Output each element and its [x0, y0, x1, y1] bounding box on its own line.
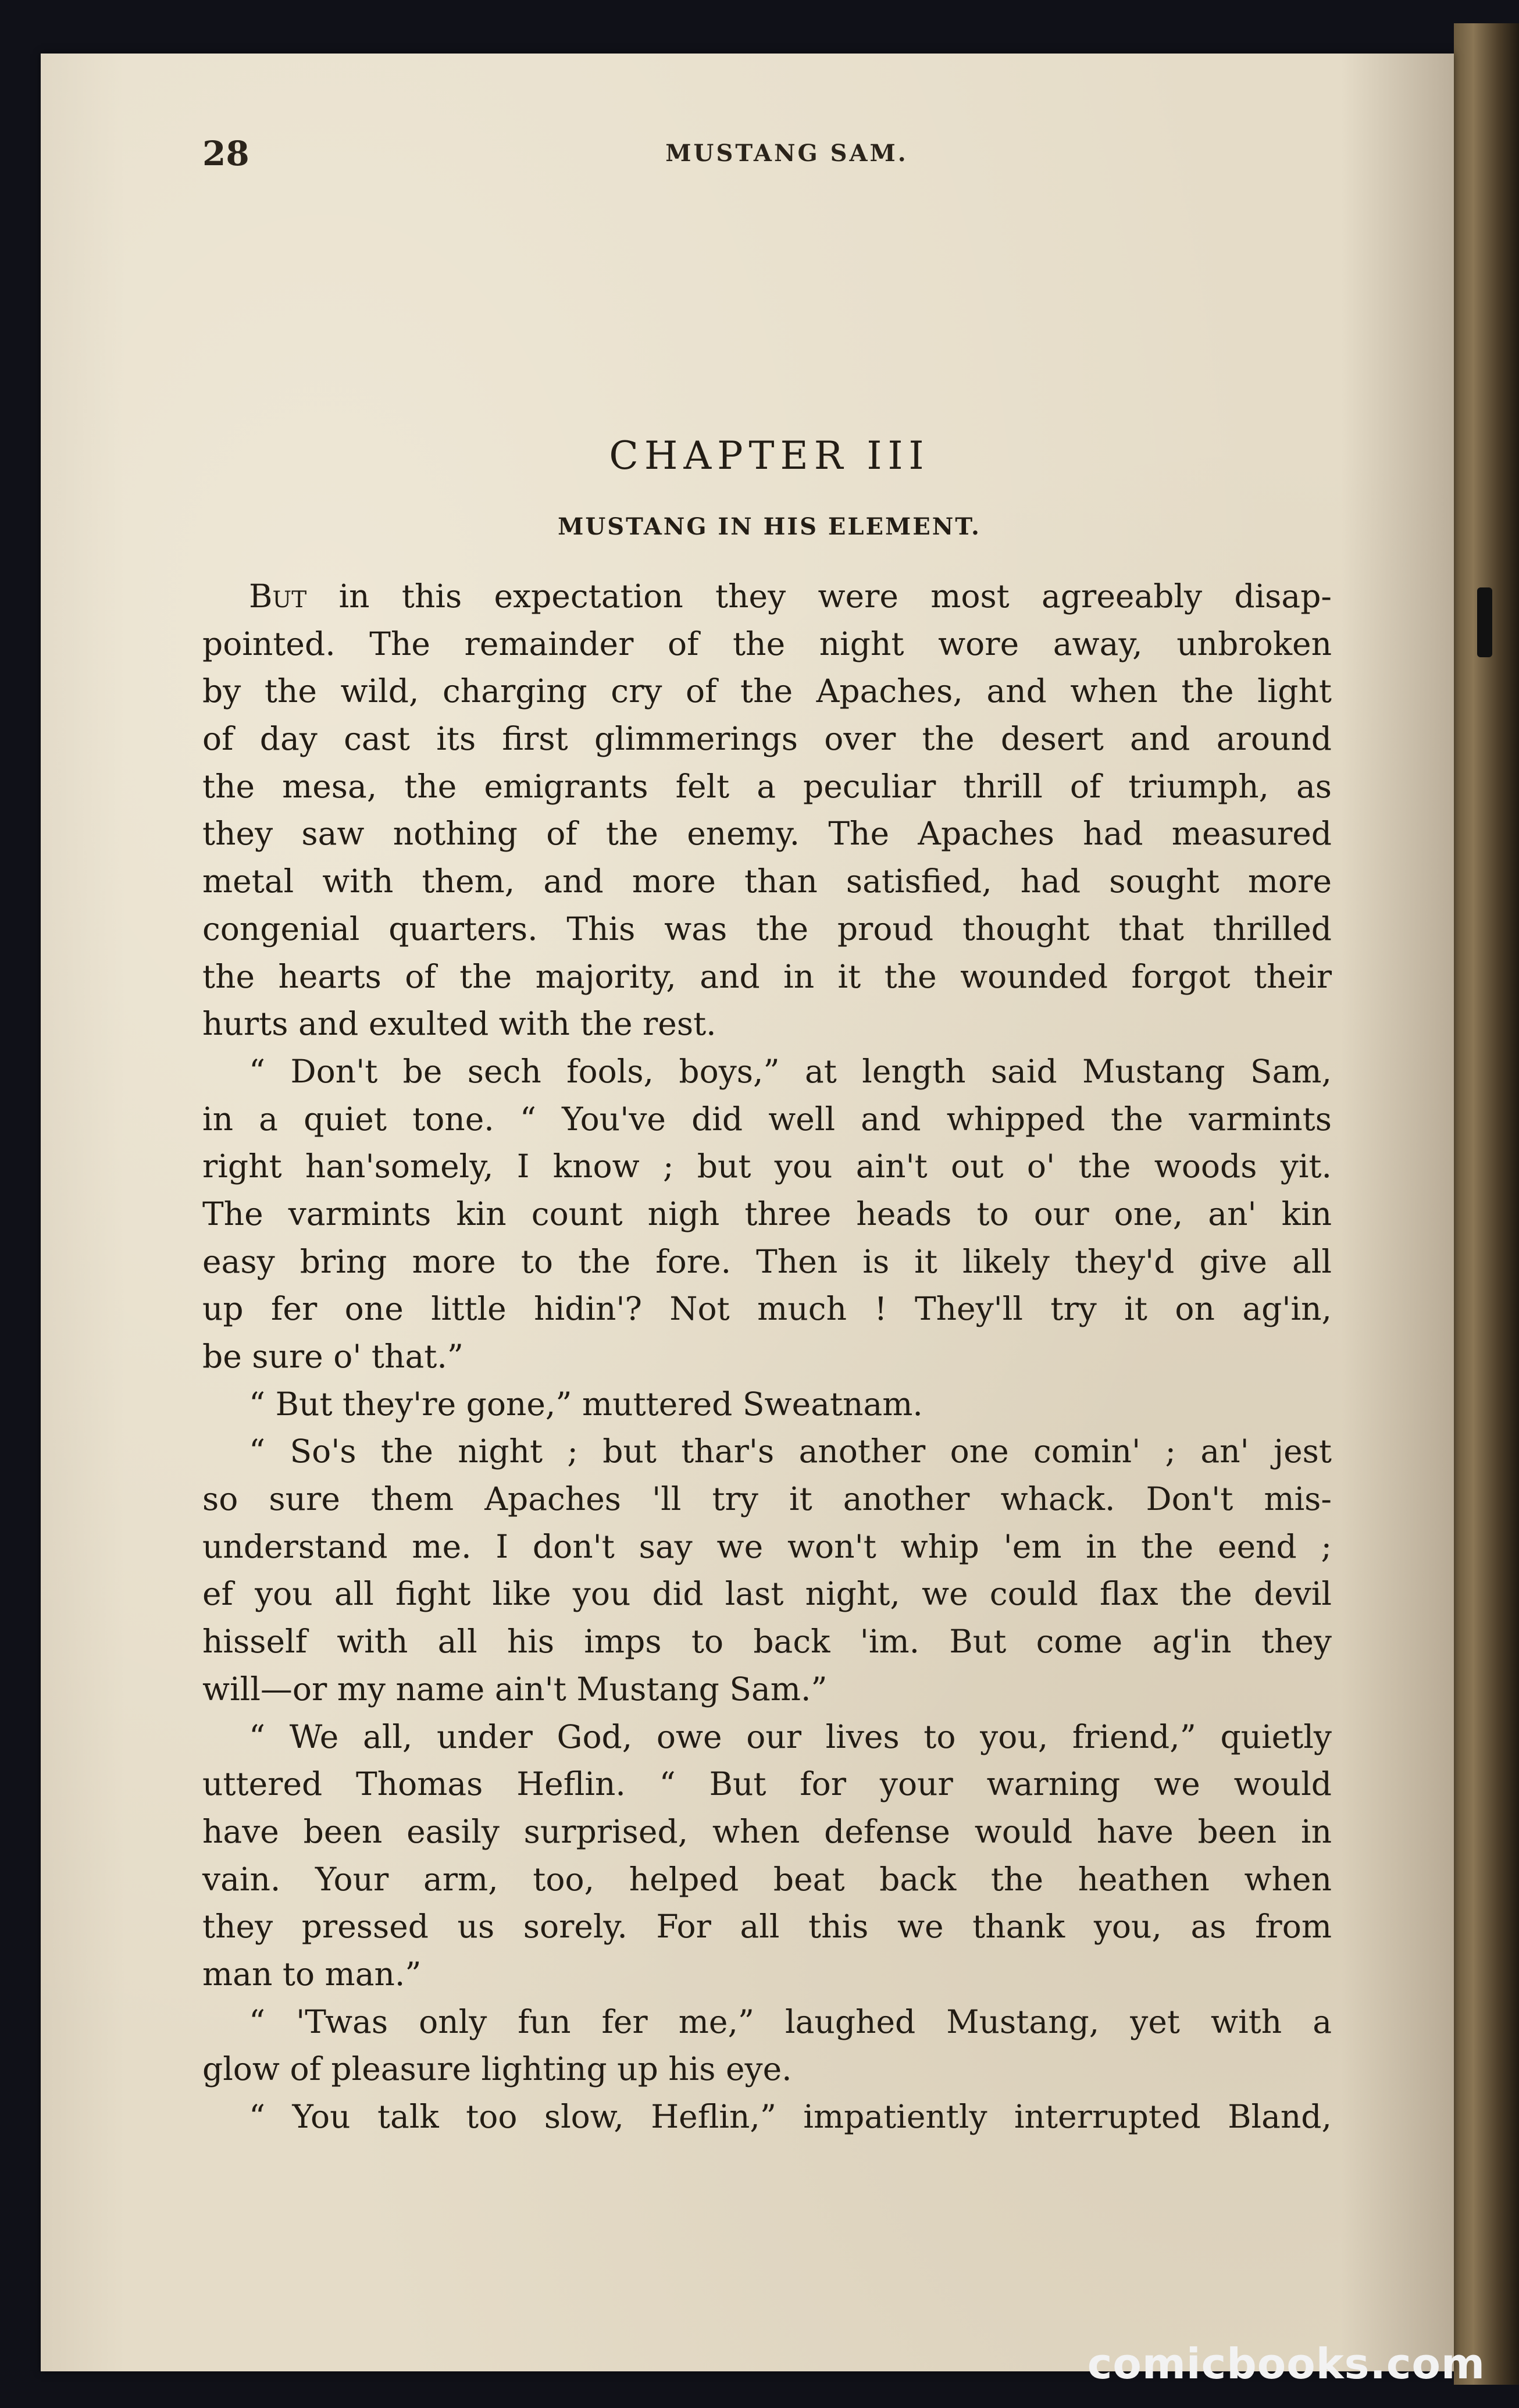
text-line: “ We all, under God, owe our lives to you, friend,” quietly	[249, 1718, 1332, 1755]
body-text	[202, 573, 1332, 2141]
text-line: hisself with all his imps to back 'im. But come ag'in they	[202, 1623, 1332, 1661]
text-line-content: in this expectation they were most agreeably disap-	[306, 578, 1332, 615]
chapter-subtitle: MUSTANG IN HIS ELEMENT.	[558, 513, 981, 540]
text-line: will—or my name ain't Mustang Sam.”	[202, 1670, 828, 1708]
text-line: they pressed us sorely. For all this we thank you, as from	[202, 1908, 1332, 1946]
text-line: hurts and exulted with the rest.	[202, 1005, 716, 1043]
text-line: The varmints kin count nigh three heads to our one, an' kin	[202, 1195, 1332, 1233]
text-line: glow of pleasure lighting up his eye.	[202, 2050, 792, 2088]
watermark: comicbooks.com	[1087, 2339, 1485, 2388]
text-line	[202, 573, 1332, 621]
text-line: easy bring more to the fore. Then is it likely they'd give all	[202, 1242, 1332, 1280]
text-line: “ So's the night ; but thar's another one comin' ; an' jest	[249, 1433, 1332, 1470]
text-line: up fer one little hidin'? Not much ! They'll try it on ag'in,	[202, 1290, 1332, 1328]
text-line: so sure them Apaches 'll try it another whack. Don't mis-	[202, 1480, 1332, 1518]
text-line: metal with them, and more than satisfied, had sought more	[202, 863, 1332, 900]
text-line: the mesa, the emigrants felt a peculiar thrill of triumph, as	[202, 767, 1332, 805]
running-head	[202, 134, 1336, 180]
drop-word: But	[249, 578, 307, 615]
text-line: uttered Thomas Heflin. “ But for your warning we would	[202, 1765, 1332, 1803]
text-line: “ You talk too slow, Heflin,” impatiently interrupted Bland,	[249, 2098, 1332, 2135]
text-line: congenial quarters. This was the proud thought that thrilled	[202, 910, 1332, 947]
text-line: pointed. The remainder of the night wore away, unbroken	[202, 625, 1332, 662]
text-line: be sure o' that.”	[202, 1338, 463, 1375]
text-line: “ Don't be sech fools, boys,” at length said Mustang Sam,	[249, 1052, 1332, 1090]
text-line: man to man.”	[202, 1955, 422, 1993]
chapter-title: CHAPTER III	[609, 433, 930, 478]
text-line: the hearts of the majority, and in it the wounded forgot their	[202, 957, 1332, 995]
running-title: MUSTANG SAM.	[665, 140, 908, 167]
text-line: understand me. I don't say we won't whip 'em in the eend ;	[202, 1527, 1332, 1565]
binding-hole	[1477, 587, 1492, 657]
text-line: ef you all fight like you did last night, we could flax the devil	[202, 1575, 1332, 1613]
text-line: “ 'Twas only fun fer me,” laughed Mustang, yet with a	[249, 2003, 1332, 2040]
text-line: “ But they're gone,” muttered Sweatnam.	[249, 1385, 923, 1423]
text-line: by the wild, charging cry of the Apaches, and when the light	[202, 672, 1332, 710]
text-line: right han'somely, I know ; but you ain't out o' the woods yit.	[202, 1148, 1332, 1185]
page-number: 28	[202, 134, 249, 173]
text-line: they saw nothing of the enemy. The Apaches had measured	[202, 815, 1332, 853]
book-spine	[1454, 23, 1519, 2385]
text-line: have been easily surprised, when defense would have been in	[202, 1812, 1332, 1850]
text-line: of day cast its first glimmerings over the desert and around	[202, 720, 1332, 758]
text-line: in a quiet tone. “ You've did well and whipped the varmints	[202, 1100, 1332, 1138]
text-line: vain. Your arm, too, helped beat back the heathen when	[202, 1860, 1332, 1898]
